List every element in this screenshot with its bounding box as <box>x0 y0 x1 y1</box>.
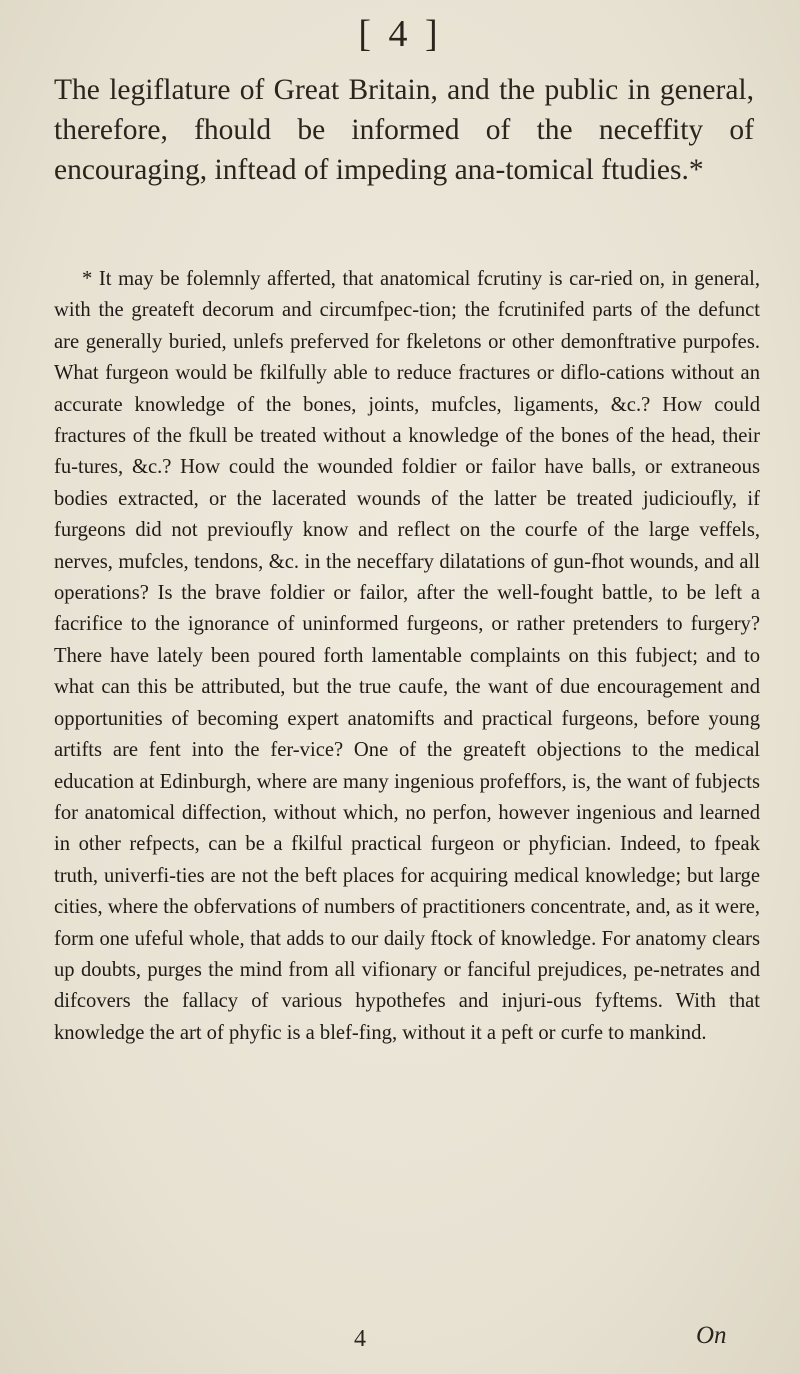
footnote: * It may be folemnly afferted, that anatomical fcrutiny is car-ried on, in general, with the greateft decorum and circumfpec-tion; the fcrutinifed parts of the defunct are generally buried, unlefs preferved for fkeletons or other demonftrative purpofes. What furgeon would be fkilfully able to reduce fractures or diflo-cations without an accurate knowledge of the bones, joints, mufcles, ligaments, &c.? How could fractures of the fkull be treated without a knowledge of the bones of the head, their fu-tures, &c.? How could the wounded foldier or failor have balls, or extraneous bodies extracted, or the lacerated wounds of the latter be treated judicioufly, if furgeons did not previoufly know and reflect on the courfe of the large veffels, nerves, mufcles, tendons, &c. in the neceffary dilatations of gun-fhot wounds, and all operations? Is the brave foldier or failor, after the well-fought battle, to be left a facrifice to the ignorance of uninformed furgeons, or rather pretenders to furgery? There have lately been poured forth lamentable complaints on this fubject; and to what can this be attributed, but the true caufe, the want of due encouragement and opportunities of becoming expert anatomifts and practical furgeons, before young artifts are fent into the fer-vice? One of the greateft objections to the medical education at Edinburgh, where are many ingenious profeffors, is, the want of fubjects for anatomical diffection, without which, no perfon, however ingenious and learned in other refpects, can be a fkilful practical furgeon or phyfician. Indeed, to fpeak truth, univerfi-ties are not the beft places for acquiring medical knowledge; but large cities, where the obfervations of numbers of practitioners concentrate, and, as it were, form one ufeful whole, that adds to our daily ftock of knowledge. For anatomy clears up doubts, purges the mind from all vifionary or fanciful prejudices, pe-netrates and difcovers the fallacy of various hypothefes and injuri-ous fyftems. With that knowledge the art of phyfic is a blef-fing, without it a peft or curfe to mankind. <box>54 268 760 1044</box>
catchword: On <box>696 1322 727 1349</box>
signature-mark: 4 <box>354 1326 366 1352</box>
main-paragraph: The legiflature of Great Britain, and the public in general, therefore, fhould be informed of the neceffity of encouraging, inftead of impeding ana-tomical ftudies.* <box>54 74 754 186</box>
page-number: [ 4 ] <box>358 13 442 55</box>
